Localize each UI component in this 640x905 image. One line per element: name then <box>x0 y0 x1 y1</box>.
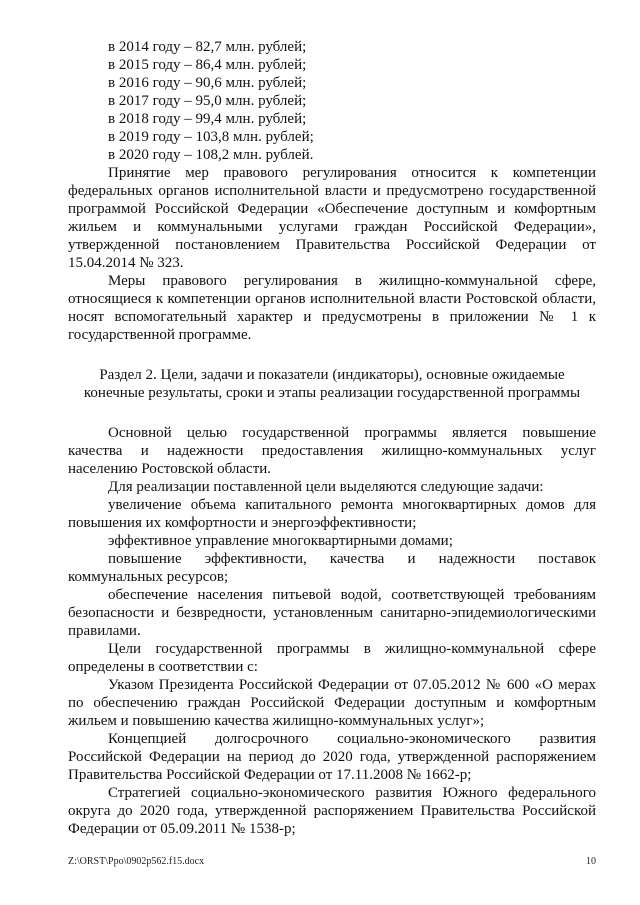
task-management: эффективное управление многоквартирными домами; <box>108 533 453 549</box>
funding-line-2017: в 2017 году – 95,0 млн. рублей; <box>108 93 307 109</box>
task-water: обеспечение населения питьевой водой, соответствующей требованиям безопасности и безвредности, установленным санитарно-эпидемиологическими правилами. <box>68 587 596 639</box>
task-capital-repair: увеличение объема капитального ремонта многоквартирных домов для повышения их комфортности и энергоэффективности; <box>68 497 596 531</box>
footer-file-path: Z:\ORST\Ppo\0902p562.f15.docx <box>68 856 205 867</box>
funding-line-2019: в 2019 году – 103,8 млн. рублей; <box>108 129 314 145</box>
task-supply: повышение эффективности, качества и надежности поставок коммунальных ресурсов; <box>68 551 596 585</box>
funding-line-2020: в 2020 году – 108,2 млн. рублей. <box>108 147 314 163</box>
reference-decree: Указом Президента Российской Федерации от 07.05.2012 № 600 «О мерах по обеспечению граждан Российской Федерации доступным и комфортным жильем и повышению качества жилищно-коммунальных услуг»; <box>68 677 596 729</box>
paragraph-goal: Основной целью государственной программы является повышение качества и надежности предоставления жилищно-коммунальных услуг населению Ростовской области. <box>68 425 596 477</box>
funding-line-2018: в 2018 году – 99,4 млн. рублей; <box>108 111 307 127</box>
paragraph-regulation-regional: Меры правового регулирования в жилищно-коммунальной сфере, относящиеся к компетенции органов исполнительной власти Ростовской области, носят вспомогательный характер и предусмотрены в приложении № 1 к государственной программе. <box>68 273 596 343</box>
reference-strategy: Стратегией социально-экономического развития Южного федерального округа до 2020 года, утвержденной распоряжением Правительства Российской Федерации от 05.09.2011 № 1538-р; <box>68 785 596 837</box>
footer-page-number: 10 <box>586 856 596 867</box>
reference-concept: Концепцией долгосрочного социально-экономического развития Российской Федерации на период до 2020 года, утвержденной распоряжением Правительства Российской Федерации от 17.11.2008 № 1662-р; <box>68 731 596 783</box>
section-title-line-1: Раздел 2. Цели, задачи и показатели (индикаторы), основные ожидаемые <box>99 367 565 383</box>
funding-line-2014: в 2014 году – 82,7 млн. рублей; <box>108 39 307 55</box>
funding-list <box>68 38 596 164</box>
paragraph-regulation-federal: Принятие мер правового регулирования относится к компетенции федеральных органов исполнительной власти и предусмотрено государственной программой Российской Федерации «Обеспечение доступным и комфортным жильем и коммунальными услугами граждан Российской Федерации», утвержденной постановлением Правительства Российской Федерации от 15.04.2014 № 323. <box>68 165 596 271</box>
paragraph-goals-defined: Цели государственной программы в жилищно-коммунальной сфере определены в соответствии с: <box>68 641 596 675</box>
document-page <box>68 38 596 838</box>
paragraph-tasks-intro: Для реализации поставленной цели выделяются следующие задачи: <box>108 479 544 495</box>
section-title <box>68 366 596 402</box>
funding-line-2016: в 2016 году – 90,6 млн. рублей; <box>108 75 307 91</box>
funding-line-2015: в 2015 году – 86,4 млн. рублей; <box>108 57 307 73</box>
section-title-line-2: конечные результаты, сроки и этапы реализации государственной программы <box>83 385 581 401</box>
